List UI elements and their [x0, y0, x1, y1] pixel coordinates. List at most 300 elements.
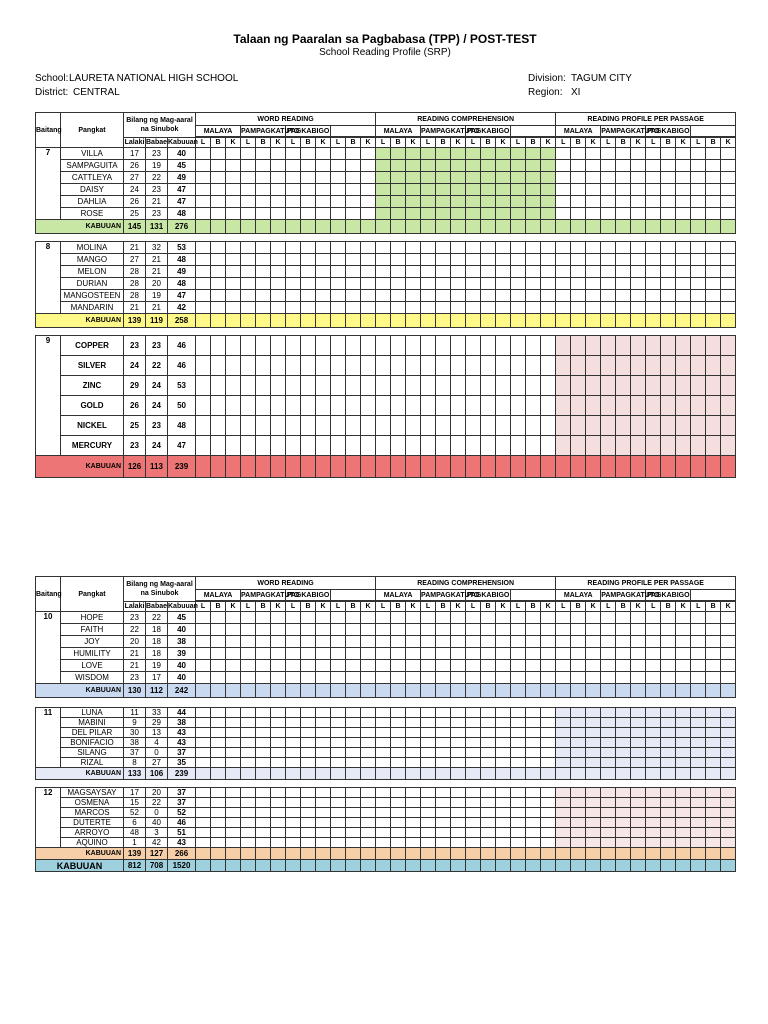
- score-cell: [256, 266, 271, 278]
- total-score-cell: [211, 314, 226, 328]
- score-cell: [571, 758, 586, 768]
- score-cell: [661, 624, 676, 636]
- score-cell: [226, 624, 241, 636]
- score-cell: [691, 242, 706, 254]
- score-cell: [241, 708, 256, 718]
- total-male: 139: [124, 848, 146, 860]
- score-cell: [721, 624, 736, 636]
- score-cell: [571, 302, 586, 314]
- total-score-cell: [706, 848, 721, 860]
- score-cell: [526, 758, 541, 768]
- score-cell: [241, 208, 256, 220]
- score-cell: [376, 648, 391, 660]
- score-cell: [481, 738, 496, 748]
- score-cell: [541, 184, 556, 196]
- score-cell: [451, 718, 466, 728]
- score-cell: [346, 396, 361, 416]
- score-cell: [556, 356, 571, 376]
- score-cell: [706, 196, 721, 208]
- score-cell: [541, 758, 556, 768]
- score-cell: [451, 208, 466, 220]
- score-cell: [721, 254, 736, 266]
- score-cell: [391, 718, 406, 728]
- score-cell: [601, 290, 616, 302]
- total-score-cell: [451, 684, 466, 698]
- table-row: [36, 208, 736, 220]
- table-grades-7-9: [35, 112, 736, 478]
- score-cell: [196, 798, 211, 808]
- table-grades-10-12: [35, 576, 736, 872]
- score-cell: [391, 396, 406, 416]
- spacer-row: [36, 698, 736, 708]
- score-cell: [541, 356, 556, 376]
- score-cell: [196, 184, 211, 196]
- score-cell: [706, 278, 721, 290]
- total-score-cell: [691, 768, 706, 780]
- score-cell: [361, 718, 376, 728]
- total-count-cell: 47: [168, 196, 196, 208]
- score-cell: [661, 738, 676, 748]
- column-l: L: [331, 602, 346, 612]
- score-cell: [211, 148, 226, 160]
- score-cell: [571, 356, 586, 376]
- score-cell: [661, 336, 676, 356]
- grand-total-score-cell: [451, 860, 466, 872]
- score-cell: [526, 356, 541, 376]
- total-overall: 258: [168, 314, 196, 328]
- male-count-cell: 28: [124, 266, 146, 278]
- score-cell: [481, 718, 496, 728]
- score-cell: [316, 672, 331, 684]
- column-bilang: Bilang ng Mag-aaral na Sinubok: [124, 577, 196, 602]
- sheet-header: [35, 32, 735, 100]
- score-cell: [526, 254, 541, 266]
- score-cell: [271, 208, 286, 220]
- total-score-cell: [451, 314, 466, 328]
- total-score-cell: [481, 314, 496, 328]
- score-cell: [586, 738, 601, 748]
- score-cell: [481, 278, 496, 290]
- score-cell: [226, 828, 241, 838]
- score-cell: [316, 624, 331, 636]
- score-cell: [286, 416, 301, 436]
- score-cell: [331, 758, 346, 768]
- score-cell: [496, 660, 511, 672]
- score-cell: [571, 660, 586, 672]
- score-cell: [616, 624, 631, 636]
- female-count-cell: 24: [146, 436, 168, 456]
- total-score-cell: [646, 456, 661, 478]
- score-cell: [226, 718, 241, 728]
- score-cell: [436, 660, 451, 672]
- score-cell: [271, 838, 286, 848]
- score-cell: [256, 254, 271, 266]
- score-cell: [376, 336, 391, 356]
- score-cell: [256, 612, 271, 624]
- score-cell: [286, 266, 301, 278]
- score-cell: [361, 184, 376, 196]
- score-cell: [601, 648, 616, 660]
- score-cell: [601, 148, 616, 160]
- grade-level-cell: 10: [36, 612, 61, 684]
- score-cell: [631, 196, 646, 208]
- score-cell: [436, 708, 451, 718]
- score-cell: [271, 336, 286, 356]
- male-count-cell: 21: [124, 242, 146, 254]
- score-cell: [616, 290, 631, 302]
- score-cell: [361, 254, 376, 266]
- score-cell: [376, 818, 391, 828]
- score-cell: [451, 336, 466, 356]
- column-b: B: [211, 602, 226, 612]
- table-row: [36, 728, 736, 738]
- score-cell: [646, 148, 661, 160]
- score-cell: [646, 738, 661, 748]
- total-score-cell: [286, 848, 301, 860]
- score-cell: [346, 416, 361, 436]
- score-cell: [391, 788, 406, 798]
- score-cell: [256, 356, 271, 376]
- score-cell: [451, 660, 466, 672]
- score-cell: [316, 242, 331, 254]
- score-cell: [376, 208, 391, 220]
- score-cell: [196, 396, 211, 416]
- score-cell: [361, 376, 376, 396]
- score-cell: [436, 396, 451, 416]
- score-cell: [661, 172, 676, 184]
- column-pangkat: Pangkat: [61, 577, 124, 612]
- score-cell: [586, 672, 601, 684]
- total-count-cell: 42: [168, 302, 196, 314]
- score-cell: [571, 242, 586, 254]
- score-cell: [301, 798, 316, 808]
- score-cell: [571, 612, 586, 624]
- grand-total-score-cell: [421, 860, 436, 872]
- score-cell: [646, 718, 661, 728]
- score-cell: [256, 838, 271, 848]
- score-cell: [256, 436, 271, 456]
- grand-total-score-cell: [226, 860, 241, 872]
- total-score-cell: [586, 456, 601, 478]
- score-cell: [586, 290, 601, 302]
- score-cell: [706, 838, 721, 848]
- score-cell: [466, 356, 481, 376]
- grade-level-cell: 8: [36, 242, 61, 314]
- total-score-cell: [586, 220, 601, 234]
- score-cell: [541, 636, 556, 648]
- score-cell: [676, 636, 691, 648]
- score-cell: [421, 336, 436, 356]
- group-extra: [331, 126, 376, 137]
- score-cell: [541, 738, 556, 748]
- total-female: 113: [146, 456, 168, 478]
- grand-total-score-cell: [406, 860, 421, 872]
- column-lalaki: Lalaki: [124, 603, 145, 610]
- score-cell: [526, 172, 541, 184]
- score-cell: [316, 660, 331, 672]
- score-cell: [436, 266, 451, 278]
- score-cell: [676, 718, 691, 728]
- score-cell: [601, 266, 616, 278]
- score-cell: [301, 612, 316, 624]
- score-cell: [676, 808, 691, 818]
- table-row: [36, 758, 736, 768]
- section-name-cell: MANGO: [61, 254, 124, 266]
- score-cell: [706, 828, 721, 838]
- score-cell: [571, 798, 586, 808]
- total-score-cell: [646, 314, 661, 328]
- group-pagkabigo: PAGKABIGO: [286, 127, 330, 135]
- grand-total-score-cell: [436, 860, 451, 872]
- score-cell: [391, 828, 406, 838]
- table-row: [36, 838, 736, 848]
- score-cell: [271, 660, 286, 672]
- score-cell: [241, 376, 256, 396]
- total-label: KABUUAN: [36, 456, 124, 478]
- score-cell: [691, 808, 706, 818]
- score-cell: [361, 636, 376, 648]
- score-cell: [301, 148, 316, 160]
- score-cell: [721, 788, 736, 798]
- grand-total-score-cell: [616, 860, 631, 872]
- female-count-cell: 19: [146, 160, 168, 172]
- total-score-cell: [346, 684, 361, 698]
- total-score-cell: [331, 848, 346, 860]
- score-cell: [586, 798, 601, 808]
- score-cell: [376, 196, 391, 208]
- score-cell: [271, 302, 286, 314]
- grand-total-score-cell: [196, 860, 211, 872]
- grand-total-score-cell: [466, 860, 481, 872]
- score-cell: [286, 738, 301, 748]
- score-cell: [556, 416, 571, 436]
- score-cell: [496, 828, 511, 838]
- score-cell: [661, 302, 676, 314]
- score-cell: [436, 788, 451, 798]
- score-cell: [316, 278, 331, 290]
- score-cell: [511, 290, 526, 302]
- score-cell: [286, 208, 301, 220]
- table-row: [36, 254, 736, 266]
- score-cell: [526, 290, 541, 302]
- score-cell: [301, 624, 316, 636]
- score-cell: [256, 788, 271, 798]
- total-male: 126: [124, 456, 146, 478]
- score-cell: [376, 798, 391, 808]
- score-cell: [601, 624, 616, 636]
- score-cell: [631, 818, 646, 828]
- total-score-cell: [436, 768, 451, 780]
- score-cell: [406, 612, 421, 624]
- score-cell: [496, 416, 511, 436]
- score-cell: [481, 254, 496, 266]
- score-cell: [391, 624, 406, 636]
- score-cell: [646, 828, 661, 838]
- score-cell: [406, 648, 421, 660]
- score-cell: [271, 728, 286, 738]
- score-cell: [631, 808, 646, 818]
- score-cell: [331, 788, 346, 798]
- column-l: L: [241, 602, 256, 612]
- score-cell: [241, 196, 256, 208]
- score-cell: [301, 718, 316, 728]
- score-cell: [511, 172, 526, 184]
- total-score-cell: [241, 684, 256, 698]
- score-cell: [526, 660, 541, 672]
- score-cell: [526, 798, 541, 808]
- score-cell: [706, 254, 721, 266]
- total-score-cell: [286, 220, 301, 234]
- total-score-cell: [226, 768, 241, 780]
- column-baitang: Baitang: [36, 577, 61, 612]
- score-cell: [406, 748, 421, 758]
- score-cell: [211, 242, 226, 254]
- score-cell: [676, 828, 691, 838]
- total-score-cell: [226, 314, 241, 328]
- score-cell: [376, 254, 391, 266]
- score-cell: [676, 738, 691, 748]
- score-cell: [481, 290, 496, 302]
- score-cell: [676, 290, 691, 302]
- score-cell: [211, 758, 226, 768]
- female-count-cell: 13: [146, 728, 168, 738]
- column-b: B: [391, 138, 406, 148]
- male-count-cell: 29: [124, 376, 146, 396]
- score-cell: [436, 818, 451, 828]
- total-score-cell: [541, 684, 556, 698]
- score-cell: [211, 648, 226, 660]
- total-score-cell: [526, 768, 541, 780]
- score-cell: [586, 808, 601, 818]
- score-cell: [331, 708, 346, 718]
- total-score-cell: [391, 848, 406, 860]
- score-cell: [406, 636, 421, 648]
- score-cell: [421, 160, 436, 172]
- score-cell: [466, 184, 481, 196]
- score-cell: [496, 728, 511, 738]
- section-name-cell: SAMPAGUITA: [61, 160, 124, 172]
- score-cell: [436, 636, 451, 648]
- score-cell: [406, 624, 421, 636]
- total-male: 133: [124, 768, 146, 780]
- score-cell: [526, 436, 541, 456]
- score-cell: [631, 636, 646, 648]
- section-name-cell: NICKEL: [61, 416, 124, 436]
- score-cell: [196, 416, 211, 436]
- grand-total-score-cell: [376, 860, 391, 872]
- score-cell: [706, 356, 721, 376]
- score-cell: [646, 660, 661, 672]
- score-cell: [241, 818, 256, 828]
- score-cell: [211, 278, 226, 290]
- score-cell: [226, 290, 241, 302]
- score-cell: [496, 672, 511, 684]
- score-cell: [226, 184, 241, 196]
- score-cell: [301, 436, 316, 456]
- score-cell: [496, 838, 511, 848]
- score-cell: [361, 808, 376, 818]
- score-cell: [226, 208, 241, 220]
- group-malaya: MALAYA: [556, 126, 601, 137]
- column-b: B: [211, 138, 226, 148]
- total-score-cell: [316, 684, 331, 698]
- score-cell: [646, 436, 661, 456]
- total-score-cell: [436, 848, 451, 860]
- female-count-cell: 23: [146, 148, 168, 160]
- column-l: L: [421, 138, 436, 148]
- score-cell: [691, 416, 706, 436]
- table-row: [36, 436, 736, 456]
- score-cell: [706, 242, 721, 254]
- score-cell: [676, 266, 691, 278]
- score-cell: [511, 148, 526, 160]
- score-cell: [271, 798, 286, 808]
- column-b: B: [256, 138, 271, 148]
- score-cell: [226, 708, 241, 718]
- score-cell: [301, 278, 316, 290]
- total-score-cell: [661, 456, 676, 478]
- total-score-cell: [376, 314, 391, 328]
- score-cell: [331, 208, 346, 220]
- score-cell: [271, 266, 286, 278]
- score-cell: [691, 278, 706, 290]
- total-score-cell: [616, 684, 631, 698]
- female-count-cell: 19: [146, 290, 168, 302]
- grand-total-score-cell: [721, 860, 736, 872]
- table-row: [36, 266, 736, 278]
- score-cell: [631, 758, 646, 768]
- score-cell: [541, 672, 556, 684]
- score-cell: [301, 660, 316, 672]
- score-cell: [691, 818, 706, 828]
- score-cell: [511, 636, 526, 648]
- score-cell: [226, 172, 241, 184]
- score-cell: [376, 266, 391, 278]
- column-baitang: Baitang: [36, 113, 61, 148]
- score-cell: [406, 660, 421, 672]
- score-cell: [316, 818, 331, 828]
- total-count-cell: 47: [168, 184, 196, 196]
- score-cell: [526, 636, 541, 648]
- female-count-cell: 32: [146, 242, 168, 254]
- score-cell: [421, 672, 436, 684]
- score-cell: [721, 718, 736, 728]
- grand-total-label: KABUUAN: [36, 860, 124, 872]
- score-cell: [376, 728, 391, 738]
- score-cell: [691, 612, 706, 624]
- total-score-cell: [436, 456, 451, 478]
- school-value: LAURETA NATIONAL HIGH SCHOOL: [69, 73, 239, 84]
- score-cell: [616, 196, 631, 208]
- score-cell: [646, 196, 661, 208]
- male-count-cell: 23: [124, 436, 146, 456]
- score-cell: [451, 172, 466, 184]
- score-cell: [661, 254, 676, 266]
- score-cell: [241, 254, 256, 266]
- score-cell: [421, 254, 436, 266]
- total-score-cell: [571, 220, 586, 234]
- spacer-row: [36, 234, 736, 242]
- score-cell: [196, 738, 211, 748]
- grade-total-row: [36, 314, 736, 328]
- total-score-cell: [706, 314, 721, 328]
- group-extra: [691, 126, 736, 137]
- total-score-cell: [436, 220, 451, 234]
- section-name-cell: DAISY: [61, 184, 124, 196]
- total-score-cell: [196, 684, 211, 698]
- score-cell: [376, 838, 391, 848]
- total-score-cell: [421, 220, 436, 234]
